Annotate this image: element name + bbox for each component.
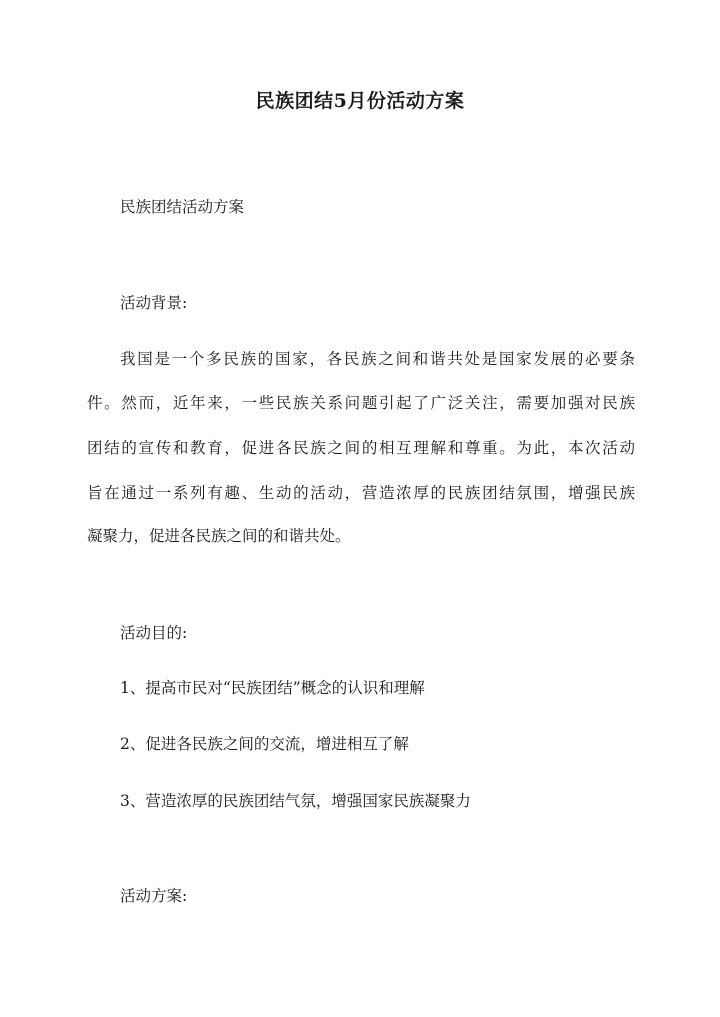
document-title: 民族团结5月份活动方案 [255, 90, 465, 112]
plan-heading: 活动方案: [120, 887, 188, 905]
background-paragraph-line: 旨在通过一系列有趣、生动的活动，营造浓厚的民族团结氛围，增强民族 [87, 484, 635, 502]
goals-heading: 活动目的: [120, 624, 188, 642]
subtitle: 民族团结活动方案 [120, 198, 245, 216]
background-paragraph-line: 凝聚力，促进各民族之间的和谐共处。 [87, 527, 351, 545]
background-paragraph-line: 团结的宣传和教育，促进各民族之间的相互理解和尊重。为此，本次活动 [87, 439, 635, 457]
background-heading: 活动背景: [120, 294, 188, 312]
background-paragraph-line: 件。然而，近年来，一些民族关系问题引起了广泛关注，需要加强对民族 [87, 394, 635, 412]
goal-item: 3、营造浓厚的民族团结气氛，增强国家民族凝聚力 [120, 792, 471, 810]
goal-item: 1、提高市民对“民族团结”概念的认识和理解 [120, 679, 425, 697]
goal-item: 2、促进各民族之间的交流，增进相互了解 [120, 735, 409, 753]
background-paragraph-line: 我国是一个多民族的国家，各民族之间和谐共处是国家发展的必要条 [120, 350, 635, 368]
